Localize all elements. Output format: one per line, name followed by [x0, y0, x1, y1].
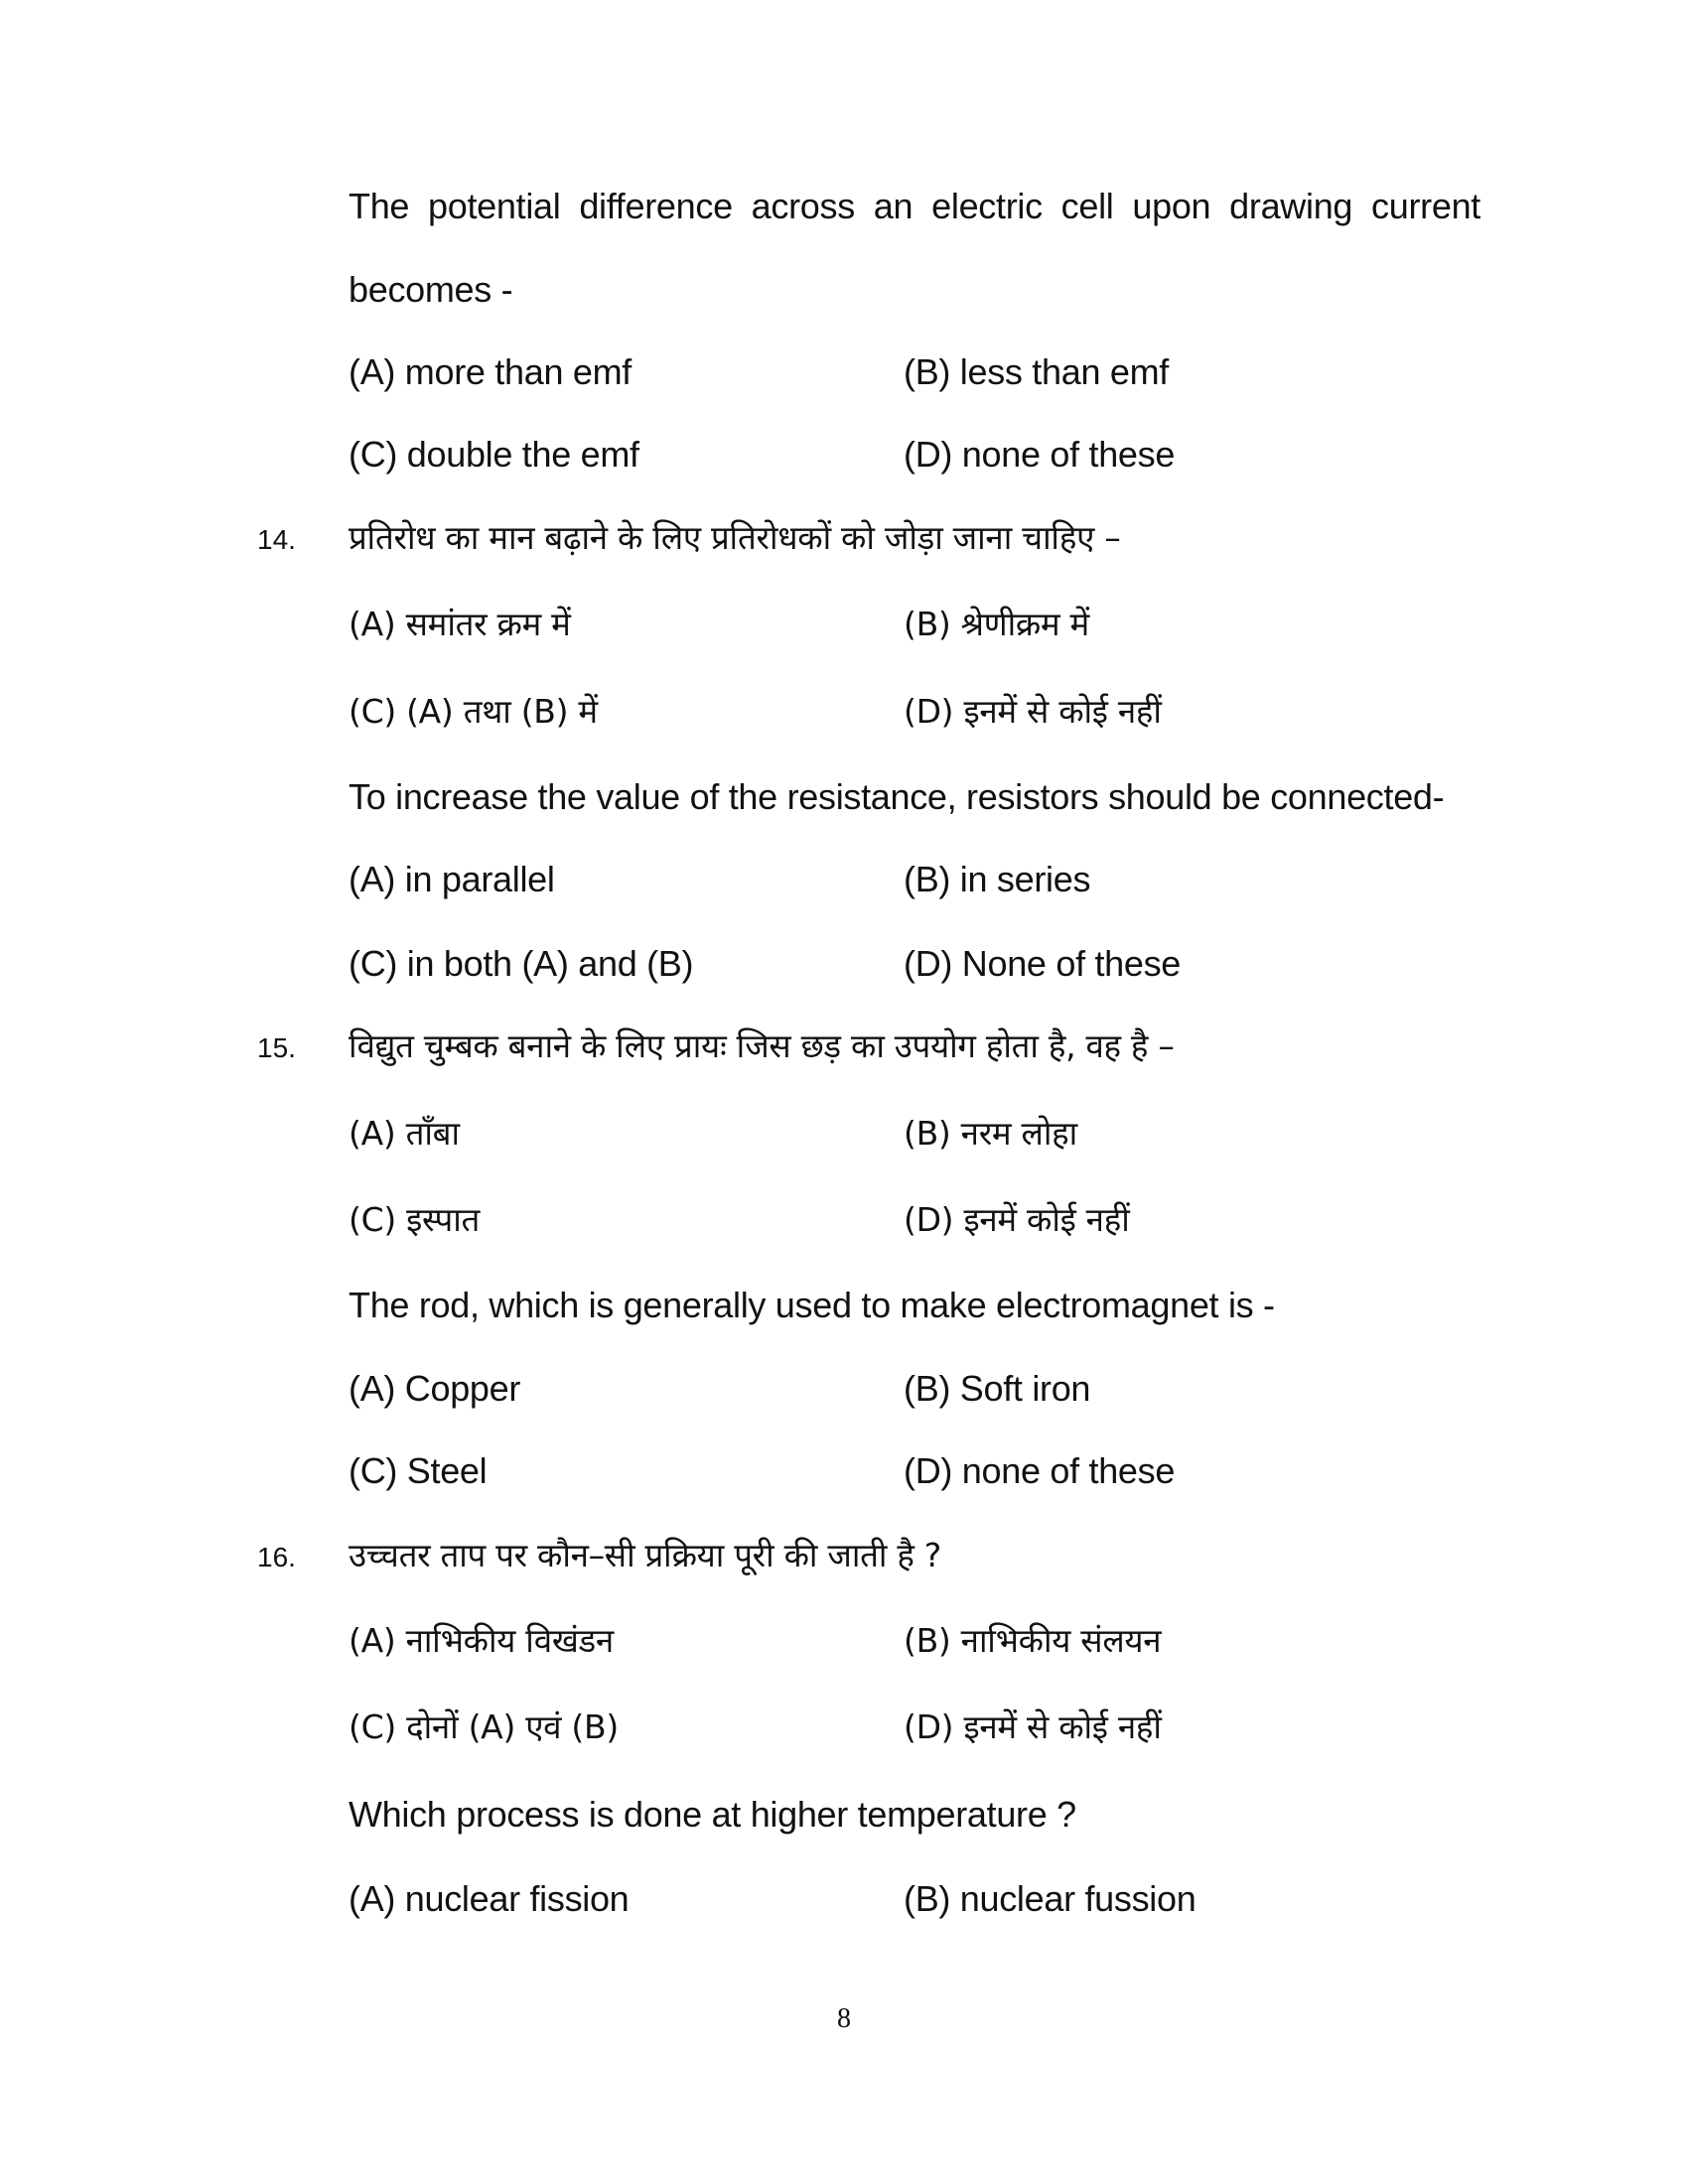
q15-en-option-d: (D) none of these [904, 1450, 1176, 1491]
q14-en-question: To increase the value of the resistance, resistors should be connected- [349, 776, 1445, 817]
q15-hi-option-b: (B) नरम लोहा [904, 1114, 1077, 1153]
q14-hi-option-b: (B) श्रेणीक्रम में [904, 605, 1089, 643]
q16-hi-question: उच्चतर ताप पर कौन–सी प्रक्रिया पूरी की जाती है ? [349, 1536, 941, 1574]
q15-en-option-c: (C) Steel [349, 1450, 488, 1491]
q15-hi-question: विद्युत चुम्बक बनाने के लिए प्रायः जिस छड़ का उपयोग होता है, वह है – [349, 1026, 1175, 1065]
q16-hi-option-c: (C) दोनों (A) एवं (B) [349, 1707, 619, 1746]
q13-en-option-c: (C) double the emf [349, 434, 639, 475]
q16-hi-option-d: (D) इनमें से कोई नहीं [904, 1707, 1162, 1746]
q16-en-option-a: (A) nuclear fission [349, 1878, 630, 1919]
q16-en-question: Which process is done at higher temperature ? [349, 1794, 1076, 1835]
q16-number: 16. [257, 1542, 296, 1572]
q14-en-option-a: (A) in parallel [349, 859, 555, 899]
q13-en-question-line1: The potential difference across an electric cell upon drawing current [349, 186, 1480, 226]
q14-en-option-c: (C) in both (A) and (B) [349, 943, 694, 984]
q14-hi-question: प्रतिरोध का मान बढ़ाने के लिए प्रतिरोधकों को जोड़ा जाना चाहिए – [349, 518, 1121, 557]
q14-en-option-d: (D) None of these [904, 943, 1182, 984]
q16-en-option-b: (B) nuclear fussion [904, 1878, 1196, 1919]
q15-number: 15. [257, 1032, 296, 1063]
q14-hi-option-a: (A) समांतर क्रम में [349, 605, 571, 643]
q15-en-option-b: (B) Soft iron [904, 1368, 1091, 1409]
q16-hi-option-a: (A) नाभिकीय विखंडन [349, 1621, 614, 1660]
q13-en-option-b: (B) less than emf [904, 351, 1169, 392]
q15-en-option-a: (A) Copper [349, 1368, 521, 1409]
q15-hi-option-c: (C) इस्पात [349, 1200, 481, 1239]
q15-en-question: The rod, which is generally used to make electromagnet is - [349, 1285, 1275, 1325]
q13-en-option-d: (D) none of these [904, 434, 1176, 475]
q14-en-option-b: (B) in series [904, 859, 1091, 899]
q14-hi-option-d: (D) इनमें से कोई नहीं [904, 692, 1162, 731]
q14-hi-option-c: (C) (A) तथा (B) में [349, 692, 598, 731]
q13-en-option-a: (A) more than emf [349, 351, 632, 392]
q15-hi-option-a: (A) ताँबा [349, 1114, 460, 1153]
q15-hi-option-d: (D) इनमें कोई नहीं [904, 1200, 1130, 1239]
page-number: 8 [837, 2003, 851, 2034]
q14-number: 14. [257, 524, 296, 555]
q16-hi-option-b: (B) नाभिकीय संलयन [904, 1621, 1162, 1660]
q13-en-question-line2: becomes - [349, 269, 513, 310]
